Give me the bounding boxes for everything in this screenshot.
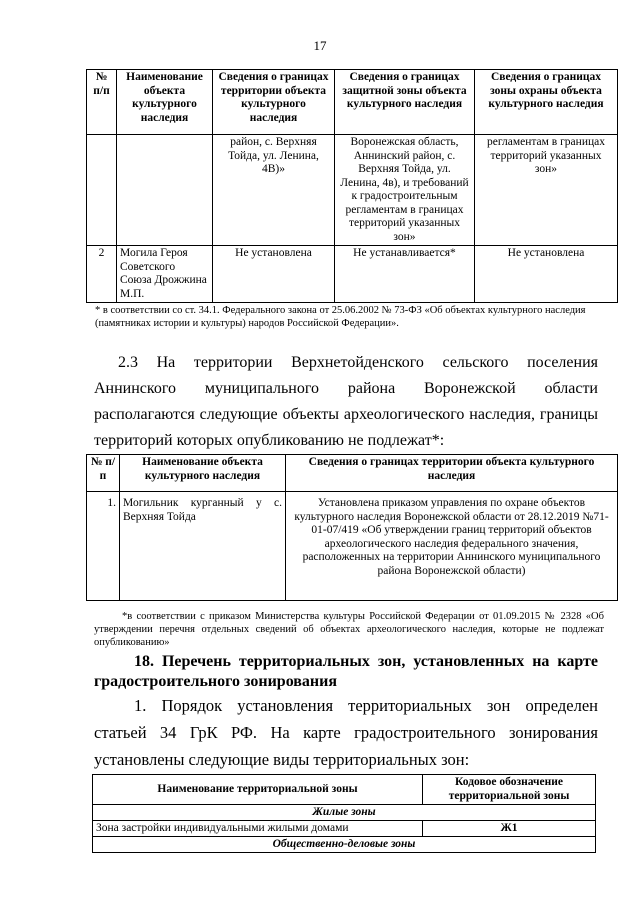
cell: Не установлена (213, 246, 335, 303)
page-number: 17 (313, 38, 327, 53)
cell-zone-name: Зона застройки индивидуальными жилыми домами (93, 821, 423, 837)
zone-group-row (93, 805, 596, 821)
table-row (87, 246, 618, 303)
table-row (87, 135, 618, 246)
table-header-row (87, 70, 618, 135)
paragraph-2-3: 2.3 На территории Верхнетойденского сельского поселения Аннинского муниципального района Воронежской области располагаются следующие объекты археологического наследия, границы территорий которых опубликованию не подлежат*: (94, 354, 598, 449)
zone-group-residential: Жилые зоны (93, 805, 596, 821)
col-header-protective-zone: Сведения о границах защитной зоны объекта культурного наследия (335, 70, 475, 135)
section-18-title: 18. Перечень территориальных зон, установленных на карте градостроительного зонирования (94, 653, 598, 690)
heritage-objects-table (86, 69, 618, 303)
table-header-row (87, 455, 618, 492)
cell: Не установлена (475, 246, 618, 303)
cell: Воронежская область, Аннинский район, с. Верхняя Тойда, ул. Ленина, 4в), и требований к градостроительным регламентам в границах территорий указанных зон» (335, 135, 475, 246)
footnote-1: * в соответствии со ст. 34.1. Федерального закона от 25.06.2002 № 73-ФЗ «Об объектах культурного наследия (памятниках истории и культуры) народов Российской Федерации». (95, 305, 586, 329)
table-row (93, 821, 596, 837)
footnote-2: *в соответствии с приказом Министерства культуры Российской Федерации от 01.09.2015 № 2328 «Об утверждении перечня отдельных сведений об объектах археологического наследия, которые не подлежат опубликованию» (94, 611, 604, 648)
table-header-row (93, 775, 596, 805)
col-header-protection-zone: Сведения о границах зоны охраны объекта культурного наследия (475, 70, 618, 135)
table-row (87, 492, 618, 601)
cell (87, 135, 117, 246)
col-header-name: Наименование объекта культурного наследия (117, 70, 213, 135)
col-header-number: № п/п (87, 455, 120, 492)
col-header-number: № п/п (87, 70, 117, 135)
cell: район, с. Верхняя Тойда, ул. Ленина, 4В)» (213, 135, 335, 246)
cell: 2 (87, 246, 117, 303)
zone-group-row (93, 837, 596, 853)
cell: 1. (87, 492, 120, 601)
col-header-zone-name: Наименование территориальной зоны (93, 775, 423, 805)
zone-group-business: Общественно-деловые зоны (93, 837, 596, 853)
cell-zone-code: Ж1 (423, 821, 596, 837)
col-header-zone-code: Кодовое обозначение территориальной зоны (423, 775, 596, 805)
cell: Могильник курганный у с. Верхняя Тойда (120, 492, 286, 601)
cell: Установлена приказом управления по охране объектов культурного наследия Воронежской области от 28.12.2019 №71-01-07/419 «Об утверждении границ территорий объектов археологического наследия федерального значения, расположенных на территории Аннинского муниципального района Воронежской области) (286, 492, 618, 601)
cell: Могила Героя Советского Союза Дрожжина М.П. (117, 246, 213, 303)
cell: Не устанавливается* (335, 246, 475, 303)
cell (117, 135, 213, 246)
col-header-name: Наименование объекта культурного наследия (120, 455, 286, 492)
cell: регламентам в границах территорий указанных зон» (475, 135, 618, 246)
col-header-territory: Сведения о границах территории объекта культурного наследия (286, 455, 618, 492)
territorial-zones-table (92, 774, 596, 853)
col-header-territory: Сведения о границах территории объекта культурного наследия (213, 70, 335, 135)
paragraph-18-1: 1. Порядок установления территориальных зон определен статьей 34 ГрК РФ. На карте градостроительного зонирования установлены следующие виды территориальных зон: (94, 696, 598, 769)
archaeological-objects-table (86, 454, 618, 601)
